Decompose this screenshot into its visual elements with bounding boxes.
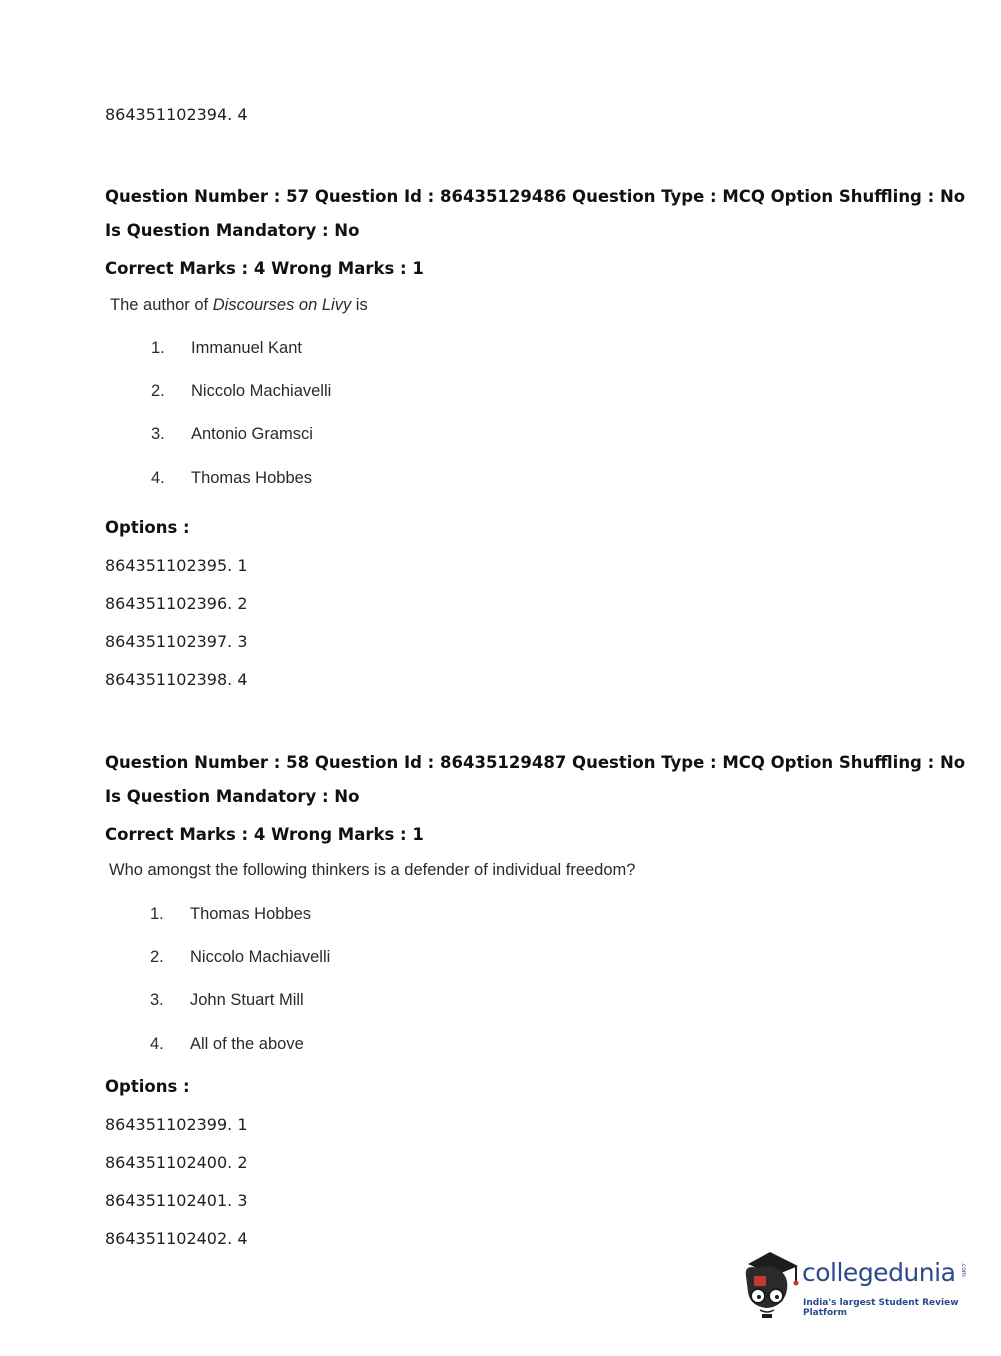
option-line: 864351102400. 2 xyxy=(105,1153,248,1172)
option-line: 864351102395. 1 xyxy=(105,556,248,575)
option-line: 864351102401. 3 xyxy=(105,1191,248,1210)
question-mandatory: Is Question Mandatory : No xyxy=(105,221,360,240)
question-marks: Correct Marks : 4 Wrong Marks : 1 xyxy=(105,825,424,844)
question-header: Question Number : 58 Question Id : 86435129487 Question Type : MCQ Option Shuffling : No xyxy=(105,753,966,772)
question-marks: Correct Marks : 4 Wrong Marks : 1 xyxy=(105,259,424,278)
mascot-icon xyxy=(740,1250,802,1320)
choice-number: 3. xyxy=(150,991,164,1009)
choice-item xyxy=(151,425,313,444)
choice-item xyxy=(150,948,330,967)
options-label: Options : xyxy=(105,518,190,537)
choice-item xyxy=(150,905,311,924)
choice-text: John Stuart Mill xyxy=(190,991,304,1009)
logo-domain: .com xyxy=(960,1262,967,1277)
logo-tagline: India's largest Student Review Platform xyxy=(803,1298,959,1318)
option-line: 864351102398. 4 xyxy=(105,670,248,689)
choice-item xyxy=(151,339,302,358)
choice-number: 1. xyxy=(150,905,164,923)
choice-item xyxy=(150,991,304,1010)
option-line: 864351102402. 4 xyxy=(105,1229,248,1248)
choice-number: 2. xyxy=(150,948,164,966)
choice-item xyxy=(151,382,331,401)
choice-text: Immanuel Kant xyxy=(191,339,302,357)
logo-name: collegedunia xyxy=(802,1258,956,1287)
choice-number: 2. xyxy=(151,382,165,400)
question-text-prefix: The author of xyxy=(110,296,213,314)
choice-text: All of the above xyxy=(190,1035,304,1053)
option-line: 864351102397. 3 xyxy=(105,632,248,651)
question-mandatory: Is Question Mandatory : No xyxy=(105,787,360,806)
question-text-suffix: is xyxy=(351,296,368,314)
choice-number: 4. xyxy=(150,1035,164,1053)
choice-number: 1. xyxy=(151,339,165,357)
choice-number: 4. xyxy=(151,469,165,487)
question-text-title: Discourses on Livy xyxy=(212,296,352,314)
choice-item xyxy=(151,469,312,488)
choice-text: Thomas Hobbes xyxy=(190,905,312,923)
choice-item xyxy=(150,1035,304,1054)
options-label: Options : xyxy=(105,1077,190,1096)
choice-number: 3. xyxy=(151,425,165,443)
collegedunia-logo xyxy=(740,1250,970,1320)
option-line: 864351102394. 4 xyxy=(105,105,248,124)
option-line: 864351102399. 1 xyxy=(105,1115,248,1134)
question-text: Who amongst the following thinkers is a defender of individual freedom? xyxy=(109,861,636,879)
choice-text: Thomas Hobbes xyxy=(191,469,313,487)
choice-text: Niccolo Machiavelli xyxy=(190,948,331,966)
option-line: 864351102396. 2 xyxy=(105,594,248,613)
choice-text: Antonio Gramsci xyxy=(191,425,313,443)
question-header: Question Number : 57 Question Id : 86435129486 Question Type : MCQ Option Shuffling : No xyxy=(105,187,966,206)
question-text xyxy=(110,296,368,315)
choice-text: Niccolo Machiavelli xyxy=(191,382,332,400)
